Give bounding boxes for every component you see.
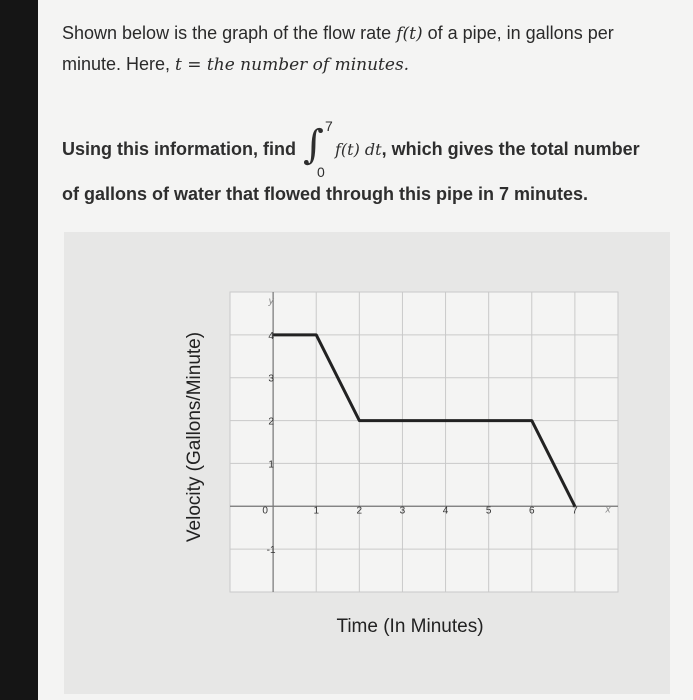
function-notation: f(t) <box>396 24 423 44</box>
prompt-line-2: of gallons of water that flowed through this pipe in 7 minutes. <box>62 184 589 204</box>
x-tick-label: 4 <box>442 505 449 517</box>
integral-symbol <box>301 118 335 180</box>
x-tick-label: 3 <box>399 505 406 517</box>
x-tick-label: 6 <box>528 505 535 517</box>
y-axis-symbol: y <box>268 296 274 307</box>
y-tick-label: 4 <box>268 330 274 342</box>
y-axis-label: Velocity (Gallons/Minute) <box>184 331 205 543</box>
flow-rate-chart <box>64 232 670 694</box>
x-tick-label: 5 <box>485 505 492 517</box>
y-tick-label: 2 <box>268 416 274 428</box>
prompt-text-2: , which gives the total number <box>381 138 640 159</box>
integrand: f(t) dt <box>335 139 382 159</box>
y-tick-label: 1 <box>268 459 274 471</box>
chart-grid <box>230 292 618 592</box>
integral-sign: ∫ <box>303 122 324 168</box>
question-page <box>38 0 693 700</box>
intro-text: Shown below is the graph of the flow rate <box>62 23 397 43</box>
x-tick-label: 0 <box>262 505 268 517</box>
integral-lower-limit: 0 <box>317 164 325 180</box>
question-intro <box>62 18 682 80</box>
y-tick-label: 3 <box>268 373 274 385</box>
screen-bezel <box>0 0 38 700</box>
intro-text-2: of a pipe, in gallons per <box>422 23 614 43</box>
x-tick-label: 1 <box>313 505 320 517</box>
variable-definition: t = the number of minutes. <box>175 55 410 75</box>
prompt-line-1 <box>62 118 640 180</box>
x-axis-label: Time (In Minutes) <box>336 616 484 637</box>
chart-svg <box>64 232 670 694</box>
x-tick-label: 7 <box>572 505 578 517</box>
intro-text-3: minute. Here, <box>62 54 176 74</box>
plot-area <box>230 292 618 592</box>
prompt-text: Using this information, find <box>62 138 296 159</box>
x-tick-label: 2 <box>356 505 363 517</box>
y-tick-label: -1 <box>266 545 276 557</box>
intro-line-1 <box>62 18 682 49</box>
x-axis-symbol: x <box>605 504 611 516</box>
intro-line-2 <box>62 49 682 80</box>
integral-upper-limit: 7 <box>325 118 333 134</box>
